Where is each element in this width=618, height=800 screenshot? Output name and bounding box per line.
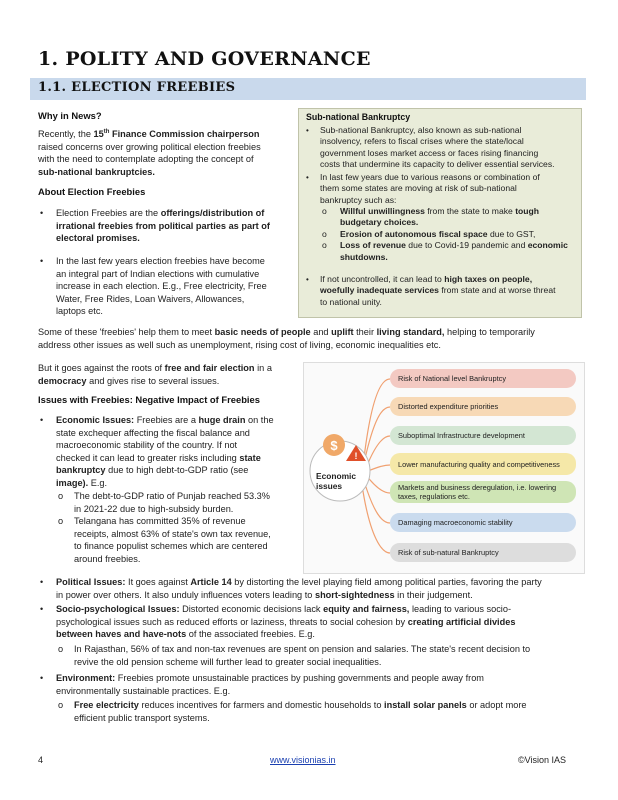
socio-subpoint: o In Rajasthan, 56% of tax and non-tax revenues are spent on pension and salaries. The state's recent decision to revive the old pension scheme will further lead to greater social inequalities. xyxy=(58,644,531,667)
issues-heading: Issues with Freebies: Negative Impact of Freebies xyxy=(38,394,260,405)
environment-issues: Environment: Freebies promote unsustainable practices by pushing governments and people away from environmentally sustainable practices. E.g. xyxy=(56,673,484,696)
diagram-center-label: Economic issues xyxy=(316,471,357,491)
about-bullet-2: In the last few years election freebies have become an integral part of Indian elections with cumulative increase in each election. E.g., Free electricity, Free Water, Free Rides, Loan Waivers, Allowances, laptops etc. xyxy=(56,256,267,317)
economic-issues: Economic Issues: Freebies are a huge drain on the state exchequer affecting the fiscal balance and macroeconomic stability of the country. If not checked it can lead to greater risks including state bankruptcy due to high debt-to-GDP ratio (see image). E.g. xyxy=(56,415,274,488)
bullet-icon: • xyxy=(40,604,44,614)
box-point-2: In last few years due to various reasons or combination of them some states are moving at risk of sub-national bankruptcy such as: xyxy=(320,172,540,205)
political-issues: Political Issues: It goes against Article 14 by distorting the level playing field among political parties, favoring the party in power over others. It also unduly influences voters leading to short-sightedness in their judgement. xyxy=(56,577,542,600)
diagram-item: Suboptimal Infrastructure development xyxy=(390,426,576,445)
freebies-paragraph: Some of these 'freebies' help them to meet basic needs of people and uplift their living standard, helping to temporarily address other issues as well such as unemployment, rising cost of living, economic inequalities etc. xyxy=(38,327,535,350)
section-title: 1.1. ELECTION FREEBIES xyxy=(38,80,236,95)
website-link[interactable]: www.visionias.in xyxy=(270,755,336,765)
bullet-icon: • xyxy=(40,577,44,587)
svg-text:!: ! xyxy=(354,451,358,461)
svg-text:$: $ xyxy=(330,438,338,453)
diagram-item: Markets and business deregulation, i.e. lowering taxes, regulations etc. xyxy=(390,481,576,503)
bullet-icon: • xyxy=(40,673,44,683)
why-heading: Why in News? xyxy=(38,110,102,121)
diagram-item: Damaging macroeconomic stability xyxy=(390,513,576,532)
diagram-item: Distorted expenditure priorities xyxy=(390,397,576,416)
bullet-icon: • xyxy=(40,208,44,218)
diagram-item: Lower manufacturing quality and competitiveness xyxy=(390,453,576,475)
socio-issues: Socio-psychological Issues: Distorted economic decisions lack equity and fairness, leading to various socio- psychological issues such as reduced efforts or laziness, threats to social cohesion by creating artificial divides between haves and have-nots of the associated freebies. E.g. xyxy=(56,604,516,640)
box-point-3: If not uncontrolled, it can lead to high taxes on people, woefully inadequate services from state and at worse threat to national unity. xyxy=(320,274,556,307)
why-paragraph: Recently, the 15th Finance Commission chairperson raised concerns over growing political election freebies with the need to contemplate adopting the concept of sub-national bankruptcies. xyxy=(38,129,261,177)
page-number: 4 xyxy=(38,755,44,765)
bullet-icon: • xyxy=(40,415,44,425)
bullet-icon: • xyxy=(306,173,309,182)
box-subpoints: o Willful unwillingness from the state to make tough budgetary choices. o Erosion of autonomous fiscal space due to GST, o Loss of revenue due to Covid-19 pandemic and economic shutdowns. xyxy=(322,206,568,262)
environment-subpoint: o Free electricity reduces incentives for farmers and domestic households to install solar panels or adopt more efficient public transport systems. xyxy=(58,700,527,723)
diagram-item: Risk of National level Bankruptcy xyxy=(390,369,576,388)
about-heading: About Election Freebies xyxy=(38,186,146,197)
page-title: 1. POLITY AND GOVERNANCE xyxy=(38,48,371,70)
bullet-icon: • xyxy=(306,126,309,135)
box-heading: Sub-national Bankruptcy xyxy=(306,112,411,122)
economic-subpoints: o The debt-to-GDP ratio of Punjab reached 53.3% in 2021-22 due to high-subsidy burden. o Telangana has committed 35% of revenue receipts, almost 63% of state's own tax revenue, to finance populist schemes which are centered around freebies. xyxy=(58,491,271,564)
economic-issues-diagram xyxy=(303,362,585,574)
about-bullet-1: Election Freebies are the offerings/distribution of irrational freebies from political parties as part of electoral promises. xyxy=(56,208,270,244)
bullet-icon: • xyxy=(40,256,44,266)
box-point-1: Sub-national Bankruptcy, also known as sub-national insolvency, refers to fiscal crises where the state/local government loses market access or faces rising financing costs that undermine its capacity to deliver essential services. xyxy=(320,125,555,170)
copyright: ©Vision IAS xyxy=(518,755,566,765)
diagram-item: Risk of sub-natural Bankruptcy xyxy=(390,543,576,562)
bullet-icon: • xyxy=(306,275,309,284)
against-paragraph: But it goes against the roots of free and fair election in a democracy and gives rise to several issues. xyxy=(38,363,272,386)
